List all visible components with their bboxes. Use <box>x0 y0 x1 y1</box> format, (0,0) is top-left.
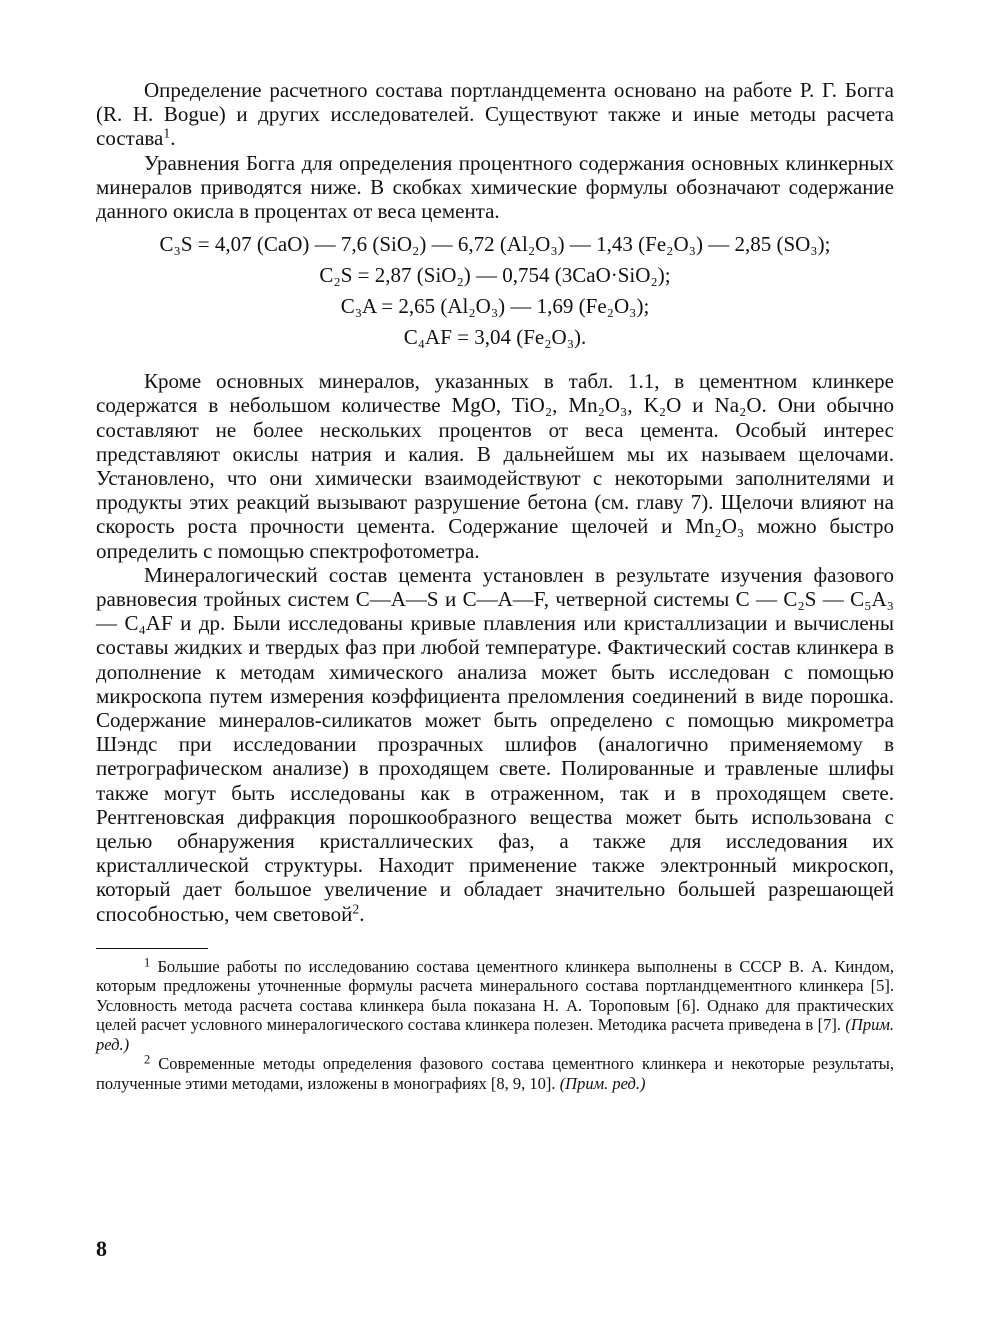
page-number: 8 <box>96 1236 107 1261</box>
equations-block <box>96 229 894 353</box>
footnote-ref-2[interactable]: 2 <box>352 901 360 917</box>
footnote-divider <box>96 948 208 949</box>
paragraph-text: Минералогический состав цемента установлен в результате изучения фазового равновесия тройных систем C—A—S и C—A—F, четверной системы C — C₂S — C₅A₃ — C₄AF и др. Были исследованы кривые плавления или кристаллизации и вычислены составы жидких и твердых фаз при любой температуре. Фактический состав клинкера в дополнение к методам химического анализа может быть исследован с помощью микроскопа путем измерения коэффициента преломления соединений в виде порошка. Содержание минералов-силикатов может быть определено с помощью микрометра Шэндс при исследовании прозрачных шлифов (аналогично применяемому в петрографическом анализе) в проходящем свете. Полированные и травленые шлифы также могут быть исследованы как в отраженном, так и в проходящем свете. Рентгеновская дифракция порошкообразного вещества может быть использована с целью обнаружения кристаллических фаз, а также для исследования их кристаллической структуры. Находит применение также электронный микроскоп, который дает большое увеличение и обладает значительно большей разрешающей способностью, чем световой <box>96 562 894 926</box>
editor-note: (Прим. ред.) <box>96 1015 894 1054</box>
equation-c2s: C₂S = 2,87 (SiO₂) — 0,754 (3CaO·SiO₂); <box>319 263 671 288</box>
paragraph-text: . <box>359 901 365 926</box>
paragraph-text: . <box>170 126 176 151</box>
footnote-1 <box>96 957 894 1055</box>
equation-c3a: C₃A = 2,65 (Al₂O₃) — 1,69 (Fe₂O₃); <box>340 294 650 319</box>
page-body <box>96 78 894 1093</box>
editor-note: (Прим. ред.) <box>559 1073 646 1093</box>
footnote-text: Большие работы по исследованию состава цементного клинкера выполнены в СССР В. А. Киндом, которым предложены уточненные формулы расчета минерального состава портландцементного клинкера [5]. Условность метода расчета состава клинкера была показана Н. А. Тороповым [6]. Однако для практических целей расчет условного минералогического состава клинкера полезен. Методика расчета приведена в [7]. <box>96 956 895 1035</box>
footnote-2 <box>96 1054 894 1093</box>
equation-c4af: C₄AF = 3,04 (Fe₂O₃). <box>403 325 587 350</box>
paragraph-minor-oxides: Кроме основных минералов, указанных в табл. 1.1, в цементном клинкере содержатся в небольшом количестве MgO, TiO₂, Mn₂O₃, K₂O и Na₂O. Они обычно составляют не более нескольких процентов от веса цемента. Особый интерес представляют окислы натрия и калия. В дальнейшем мы их называем щелочами. Установлено, что они химически взаимодействуют с некоторыми заполнителями и продукты этих реакций вызывают разрушение бетона (см. главу 7). Щелочи влияют на скорость роста прочности цемента. Содержание щелочей и Mn₂O₃ можно быстро определить с помощью спектрофотометра. <box>96 369 894 563</box>
footnote-text: Современные методы определения фазового состава цементного клинкера и некоторые результаты, полученные этими методами, изложены в монографиях [8, 9, 10]. <box>96 1054 895 1093</box>
footnote-ref-1[interactable]: 1 <box>163 125 171 141</box>
equation-c3s: C₃S = 4,07 (CaO) — 7,6 (SiO₂) — 6,72 (Al₂O₃) — 1,43 (Fe₂O₃) — 2,85 (SO₃); <box>159 232 831 257</box>
footnote-mark: 2 <box>144 1052 151 1067</box>
footnote-mark: 1 <box>144 955 151 970</box>
paragraph-text: Определение расчетного состава портландцемента основано на работе Р. Г. Богга (R. H. Bogue) и других исследователей. Существуют также и иные методы расчета состава <box>96 78 894 151</box>
paragraph-bogue-equations-intro: Уравнения Богга для определения процентного содержания основных клинкерных минералов приводятся ниже. В скобках химические формулы обозначают содержание данного окисла в процентах от веса цемента. <box>96 150 894 224</box>
paragraph-mineral-composition <box>96 563 894 926</box>
paragraph-bogue-intro <box>96 78 894 151</box>
